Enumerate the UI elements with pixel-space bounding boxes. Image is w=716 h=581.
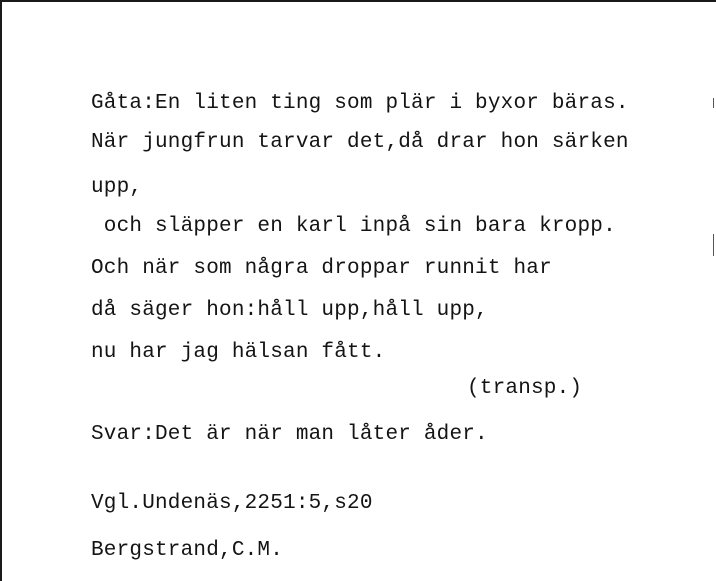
riddle-line-7: nu har jag hälsan fått. (91, 341, 386, 364)
source-reference: Vgl.Undenäs,2251:5,s20 (91, 492, 373, 515)
riddle-line-1: Gåta:En liten ting som plär i byxor bäras. (91, 92, 629, 115)
transposition-note: (transp.) (467, 377, 583, 400)
answer-line: Svar:Det är när man låter åder. (91, 423, 488, 446)
riddle-line-5: Och när som några droppar runnit har (91, 257, 552, 280)
riddle-line-6: då säger hon:håll upp,håll upp, (91, 299, 488, 322)
riddle-line-3: upp, (91, 176, 143, 199)
card-edge-mark (713, 234, 714, 256)
card-edge-mark (713, 98, 714, 108)
collector-name: Bergstrand,C.M. (91, 539, 284, 562)
riddle-line-2: När jungfrun tarvar det,då drar hon särken (91, 131, 629, 154)
riddle-line-4: och släpper en karl inpå sin bara kropp. (91, 215, 616, 238)
